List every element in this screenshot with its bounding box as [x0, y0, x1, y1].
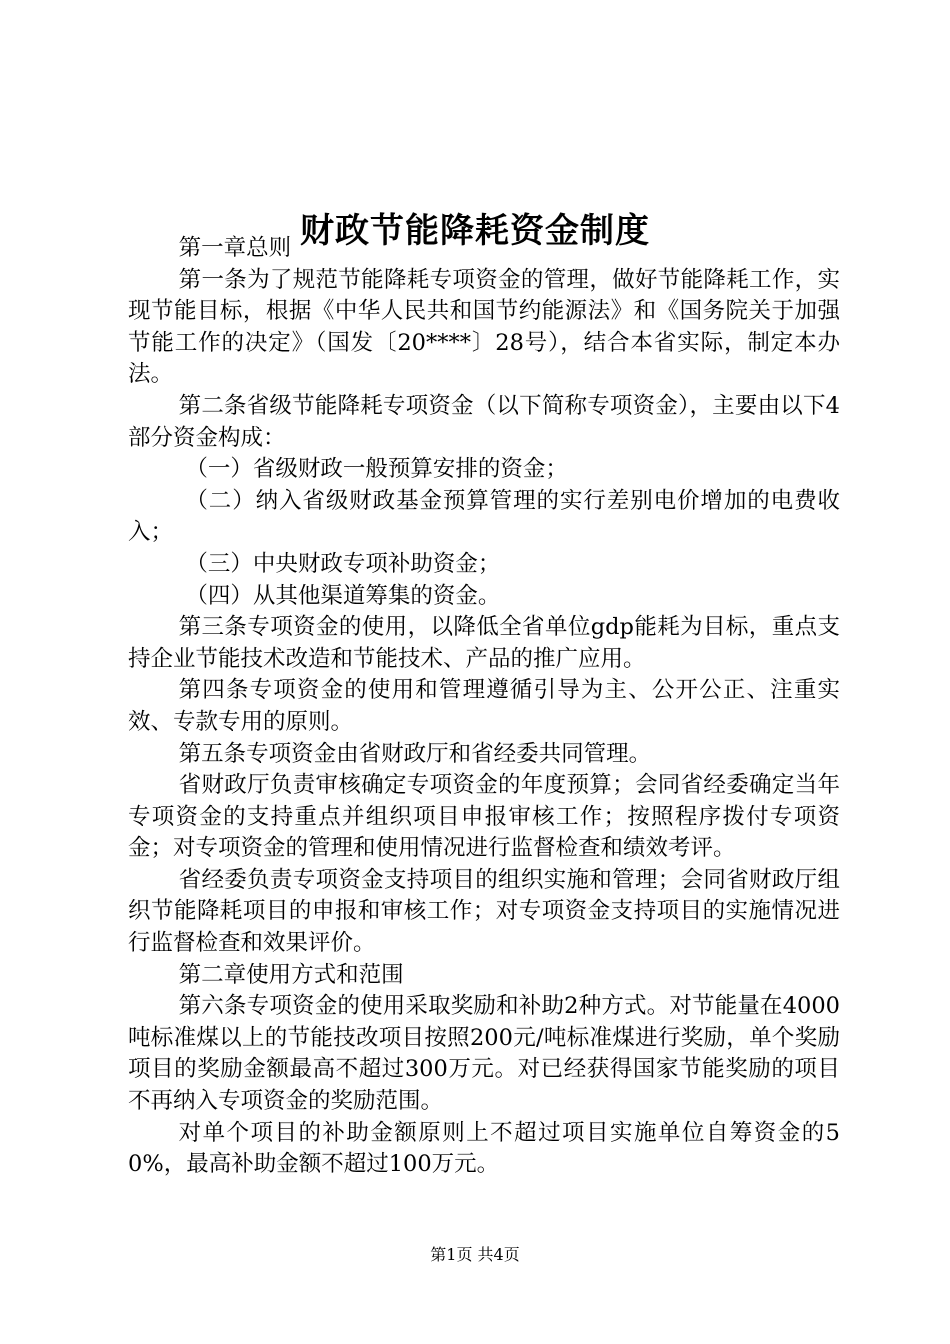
- article-paragraph: 第五条专项资金由省财政厅和省经委共同管理。: [178, 740, 652, 767]
- page-number: 第1页 共4页: [430, 1245, 520, 1264]
- list-item: （一）省级财政一般预算安排的资金；: [185, 456, 568, 483]
- article-paragraph: 第四条专项资金的使用和管理遵循引导为主、公开公正、注重实效、专款专用的原则。: [128, 677, 840, 735]
- document-title: 财政节能降耗资金制度: [300, 210, 650, 251]
- chapter-heading: 第一章总则: [178, 235, 292, 261]
- article-paragraph: 省经委负责专项资金支持项目的组织实施和管理；会同省财政厅组织节能降耗项目的申报和审核工作；对专项资金支持项目的实施情况进行监督检查和效果评价。: [128, 866, 840, 957]
- list-item: （二）纳入省级财政基金预算管理的实行差别电价增加的电费收入；: [128, 487, 840, 546]
- document-body: [128, 233, 840, 1181]
- article-paragraph: 第一条为了规范节能降耗专项资金的管理，做好节能降耗工作，实现节能目标，根据《中华人民共和国节约能源法》和《国务院关于加强节能工作的决定》（国发〔20****〕28号），结合本省实际，制定本办法。: [128, 266, 840, 388]
- list-item: （四）从其他渠道筹集的资金。: [185, 582, 501, 609]
- article-paragraph: 第六条专项资金的使用采取奖励和补助2种方式。对节能量在4000吨标准煤以上的节能技改项目按照200元/吨标准煤进行奖励，单个奖励项目的奖励金额最高不超过300万元。对已经获得国家节能奖励的项目不再纳入专项资金的奖励范围。: [128, 993, 840, 1115]
- list-item: （三）中央财政专项补助资金；: [185, 550, 501, 577]
- article-paragraph: 省财政厅负责审核确定专项资金的年度预算；会同省经委确定当年专项资金的支持重点并组织项目申报审核工作；按照程序拨付专项资金；对专项资金的管理和使用情况进行监督检查和绩效考评。: [128, 772, 840, 862]
- article-paragraph: 第三条专项资金的使用，以降低全省单位gdp能耗为目标，重点支持企业节能技术改造和节能技术、产品的推广应用。: [128, 614, 840, 672]
- article-paragraph: 第二条省级节能降耗专项资金（以下简称专项资金），主要由以下4部分资金构成：: [128, 392, 840, 451]
- chapter-heading: 第二章使用方式和范围: [178, 961, 404, 988]
- article-paragraph: 对单个项目的补助金额原则上不超过项目实施单位自筹资金的50%，最高补助金额不超过100万元。: [128, 1119, 840, 1178]
